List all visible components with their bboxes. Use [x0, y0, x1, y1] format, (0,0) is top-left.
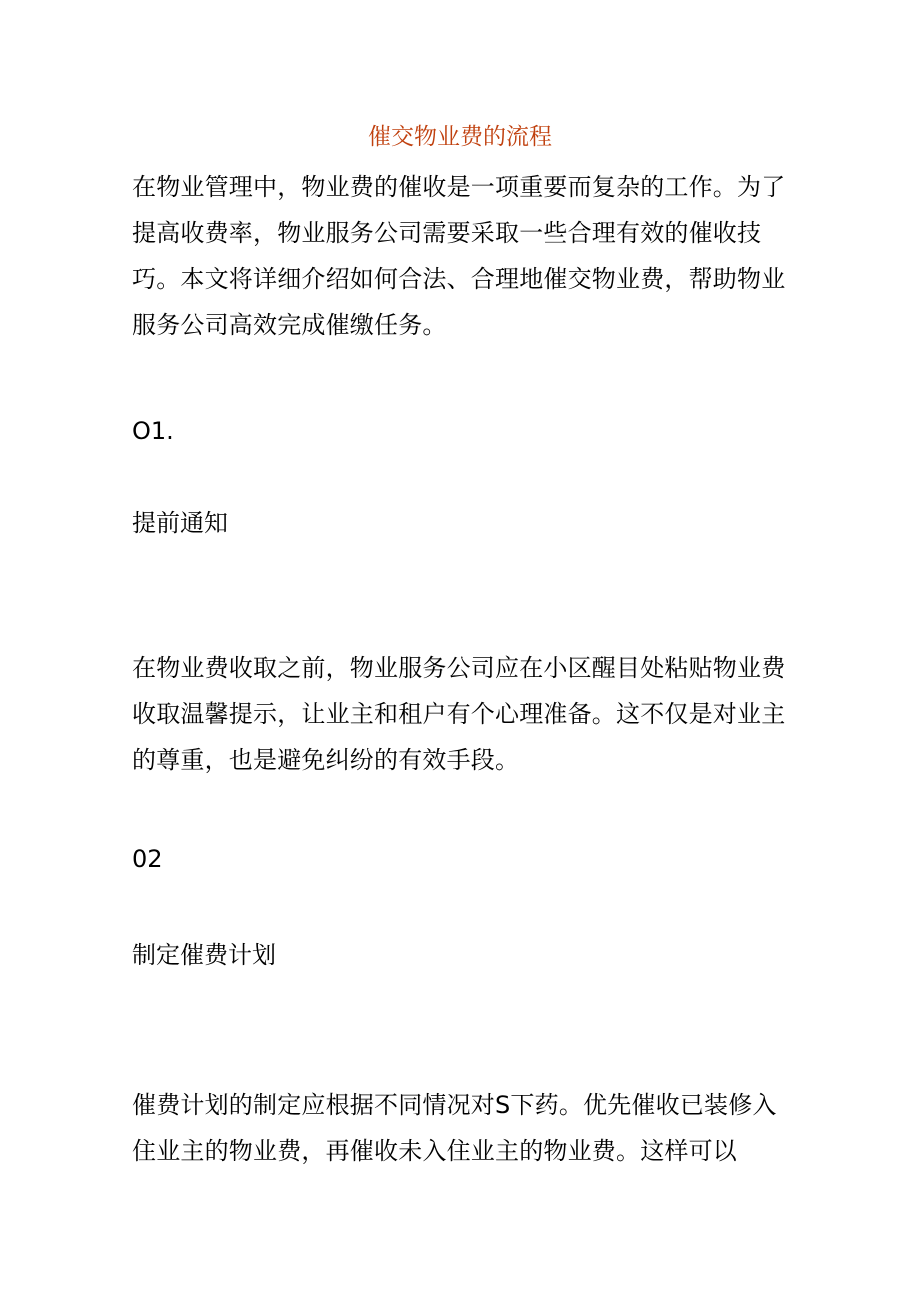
section-1-number: O1.: [132, 417, 174, 445]
section-2-number: 02: [132, 845, 163, 873]
section-1-body: 在物业费收取之前，物业服务公司应在小区醒目处粘贴物业费收取温馨提示，让业主和租户有个心理准备。这不仅是对业主的尊重，也是避免纠纷的有效手段。: [132, 654, 786, 774]
document-title: 催交物业费的流程: [368, 124, 552, 150]
section-2-heading: 制定催费计划: [132, 941, 276, 969]
section-1-heading: 提前通知: [132, 509, 228, 537]
section-2-body: 催费计划的制定应根据不同情况对S下药。优先催收已装修入住业主的物业费，再催收未入住业主的物业费。这样可以: [132, 1091, 777, 1165]
intro-paragraph: 在物业管理中，物业费的催收是一项重要而复杂的工作。为了提高收费率，物业服务公司需要采取一些合理有效的催收技巧。本文将详细介绍如何合法、合理地催交物业费，帮助物业服务公司高效完成催缴任务。: [132, 173, 786, 339]
